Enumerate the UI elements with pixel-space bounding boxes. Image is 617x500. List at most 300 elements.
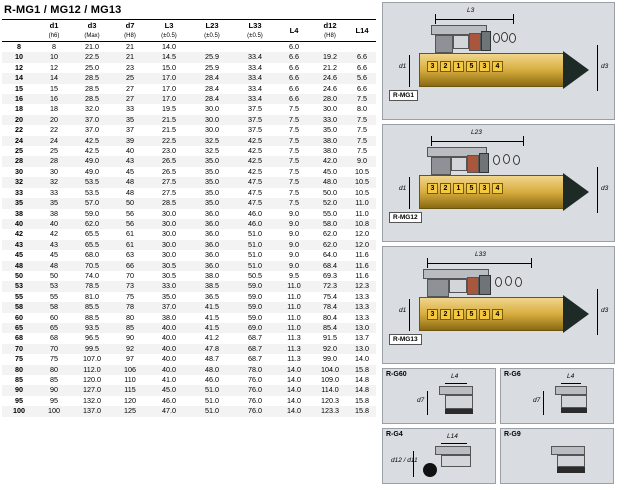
table-cell: 51.0 bbox=[205, 385, 219, 395]
table-cell: 38 bbox=[15, 208, 23, 218]
table-row bbox=[2, 94, 376, 104]
table-cell: 24 bbox=[50, 135, 58, 145]
table-cell: 62.0 bbox=[323, 229, 337, 239]
table-cell: 9.0 bbox=[289, 208, 299, 218]
table-cell: 78.5 bbox=[85, 281, 99, 291]
table-cell: 7.5 bbox=[289, 177, 299, 187]
column-header-size bbox=[2, 20, 36, 42]
table-cell: 9.0 bbox=[289, 239, 299, 249]
seal-ring-carbon bbox=[469, 33, 481, 51]
dimension-tick-right bbox=[523, 136, 524, 146]
table-row bbox=[2, 261, 376, 271]
dimension-label-L33: L33 bbox=[475, 251, 486, 258]
table-cell: 112.0 bbox=[83, 364, 101, 374]
table-cell: 37.0 bbox=[85, 114, 99, 124]
table-cell: 20 bbox=[50, 114, 58, 124]
table-row bbox=[2, 292, 376, 302]
table-cell: 41.2 bbox=[205, 333, 219, 343]
table-cell: 41.5 bbox=[205, 322, 219, 332]
diagram-panel-mg1 bbox=[382, 2, 615, 120]
table-cell: 13.0 bbox=[355, 343, 369, 353]
table-cell: 21.5 bbox=[162, 114, 176, 124]
table-cell: 58.0 bbox=[323, 218, 337, 228]
table-cell: 61 bbox=[126, 239, 134, 249]
dimension-line-right bbox=[597, 289, 598, 335]
table-cell: 14 bbox=[15, 73, 23, 83]
table-cell: 12.0 bbox=[355, 239, 369, 249]
table-cell: 42.5 bbox=[248, 146, 262, 156]
table-cell: 42 bbox=[15, 229, 23, 239]
table-cell: 33.0 bbox=[162, 281, 176, 291]
seat-panel-g9 bbox=[500, 428, 614, 484]
table-cell: 14.0 bbox=[287, 385, 301, 395]
table-cell: 37 bbox=[126, 125, 134, 135]
table-cell: 12.0 bbox=[355, 229, 369, 239]
spring-coil bbox=[501, 32, 508, 42]
table-cell: 33.4 bbox=[248, 73, 262, 83]
table-row bbox=[2, 313, 376, 323]
column-header-d1: d1 (h6) bbox=[36, 20, 72, 42]
table-row bbox=[2, 229, 376, 239]
table-cell: 137.0 bbox=[83, 406, 101, 416]
part-number-marker: 3 bbox=[479, 61, 490, 72]
part-number-marker: 3 bbox=[479, 183, 490, 194]
table-cell: 45.0 bbox=[323, 166, 337, 176]
parts-callout-strip bbox=[427, 61, 503, 72]
table-cell: 15 bbox=[50, 83, 58, 93]
table-cell: 53 bbox=[15, 281, 23, 291]
diagram-code-mg12: R-MG12 bbox=[389, 212, 422, 223]
table-cell: 47.5 bbox=[248, 187, 262, 197]
part-number-marker: 4 bbox=[492, 309, 503, 320]
table-cell: 37.5 bbox=[248, 114, 262, 124]
table-cell: 21.0 bbox=[85, 42, 99, 51]
table-cell: 57.0 bbox=[85, 198, 99, 208]
table-cell: 25 bbox=[15, 146, 23, 156]
table-cell: 53.5 bbox=[85, 177, 99, 187]
table-cell: 85.4 bbox=[323, 322, 337, 332]
table-row bbox=[2, 271, 376, 281]
dimension-label-d3: d3 bbox=[601, 185, 609, 192]
dimension-label-L3: L3 bbox=[467, 7, 475, 14]
table-cell: 23.0 bbox=[162, 146, 176, 156]
seat-code-g9: R-G9 bbox=[504, 431, 521, 438]
table-cell: 92.0 bbox=[323, 343, 337, 353]
seat-code-g6: R-G6 bbox=[504, 371, 521, 378]
dimension-line-left bbox=[543, 391, 544, 415]
table-cell: 43 bbox=[50, 239, 58, 249]
table-cell: 30.0 bbox=[162, 250, 176, 260]
table-cell: 55 bbox=[15, 291, 23, 301]
dimension-tick-right bbox=[531, 258, 532, 268]
table-cell: 40.0 bbox=[162, 364, 176, 374]
dimension-line-left bbox=[427, 391, 428, 415]
table-cell: 11.6 bbox=[355, 250, 369, 260]
table-cell: 12 bbox=[15, 62, 23, 72]
table-cell: 100 bbox=[48, 406, 60, 416]
table-cell: 14.5 bbox=[162, 52, 176, 62]
table-cell: 50 bbox=[50, 270, 58, 280]
table-cell: 123.3 bbox=[321, 406, 339, 416]
table-row bbox=[2, 209, 376, 219]
table-cell: 49.0 bbox=[85, 156, 99, 166]
table-cell: 6.6 bbox=[357, 52, 367, 62]
table-cell: 22.5 bbox=[162, 135, 176, 145]
table-row bbox=[2, 323, 376, 333]
table-cell: 76.0 bbox=[248, 406, 262, 416]
table-cell bbox=[348, 42, 376, 53]
table-cell: 6.6 bbox=[289, 62, 299, 72]
table-cell bbox=[190, 42, 234, 53]
part-number-marker: 3 bbox=[427, 183, 438, 194]
table-cell: 27 bbox=[126, 94, 134, 104]
table-row bbox=[2, 136, 376, 146]
table-cell: 48 bbox=[126, 177, 134, 187]
dimension-tick-left bbox=[435, 14, 436, 24]
table-cell: 64.0 bbox=[323, 250, 337, 260]
dimension-line-top bbox=[435, 19, 513, 20]
table-cell: 46.0 bbox=[248, 208, 262, 218]
table-row bbox=[2, 344, 376, 354]
part-number-marker: 1 bbox=[453, 309, 464, 320]
table-row bbox=[2, 73, 376, 83]
table-cell: 40 bbox=[15, 218, 23, 228]
table-cell: 10.5 bbox=[355, 166, 369, 176]
table-cell: 48.0 bbox=[205, 364, 219, 374]
table-cell: 22 bbox=[50, 125, 58, 135]
table-row bbox=[2, 333, 376, 343]
table-cell: 59.0 bbox=[248, 302, 262, 312]
table-cell: 51.0 bbox=[205, 395, 219, 405]
table-cell: 36.0 bbox=[205, 208, 219, 218]
table-cell: 25.0 bbox=[85, 62, 99, 72]
table-cell: 30.5 bbox=[162, 270, 176, 280]
seat-flange bbox=[551, 446, 585, 455]
table-cell: 36.0 bbox=[205, 218, 219, 228]
table-cell: 15.8 bbox=[355, 406, 369, 416]
table-cell: 76.0 bbox=[248, 375, 262, 384]
table-cell: 30.0 bbox=[162, 218, 176, 228]
table-cell: 76.0 bbox=[248, 385, 262, 395]
table-cell: 28.5 bbox=[85, 94, 99, 104]
table-cell: 42.5 bbox=[248, 156, 262, 166]
table-cell: 120.3 bbox=[321, 395, 339, 405]
dimension-tick-left bbox=[427, 258, 428, 268]
table-cell: 104.0 bbox=[321, 364, 339, 374]
table-row bbox=[2, 375, 376, 385]
table-cell: 72.3 bbox=[323, 281, 337, 291]
table-cell: 85 bbox=[15, 375, 23, 384]
table-cell: 40.0 bbox=[162, 333, 176, 343]
seat-body bbox=[557, 455, 585, 467]
table-cell: 32.5 bbox=[205, 146, 219, 156]
table-cell: 9.0 bbox=[289, 250, 299, 260]
table-cell: 32.5 bbox=[205, 135, 219, 145]
table-cell: 10.8 bbox=[355, 218, 369, 228]
table-cell: 48.7 bbox=[205, 354, 219, 364]
table-cell: 11.3 bbox=[287, 343, 301, 353]
table-cell: 10 bbox=[50, 52, 58, 62]
table-cell: 7.5 bbox=[289, 198, 299, 208]
table-cell: 7.5 bbox=[357, 114, 367, 124]
table-cell: 48 bbox=[126, 187, 134, 197]
table-cell: 30.0 bbox=[162, 229, 176, 239]
table-cell: 27.5 bbox=[162, 187, 176, 197]
seat-oring bbox=[557, 467, 585, 473]
table-cell bbox=[312, 42, 348, 53]
table-cell: 18 bbox=[50, 104, 58, 114]
table-row bbox=[2, 198, 376, 208]
table-cell: 38.0 bbox=[162, 312, 176, 322]
table-cell: 7.5 bbox=[289, 166, 299, 176]
table-cell: 37.5 bbox=[248, 125, 262, 135]
table-cell: 110 bbox=[124, 375, 136, 384]
table-cell: 12 bbox=[50, 62, 58, 72]
table-cell: 14.0 bbox=[162, 42, 176, 51]
table-cell: 26.5 bbox=[162, 156, 176, 166]
table-cell: 30.0 bbox=[162, 239, 176, 249]
table-header bbox=[2, 20, 376, 42]
column-header-L33: L33 (±0.5) bbox=[234, 20, 276, 42]
table-cell: 90 bbox=[15, 385, 23, 395]
table-cell: 35.0 bbox=[205, 187, 219, 197]
table-cell: 42.0 bbox=[323, 156, 337, 166]
table-cell: 25.9 bbox=[205, 52, 219, 62]
dimension-line-right bbox=[597, 167, 598, 213]
table-cell: 17.0 bbox=[162, 73, 176, 83]
table-cell: 14.0 bbox=[287, 406, 301, 416]
part-number-marker: 5 bbox=[466, 61, 477, 72]
column-header-d7: d7 (H8) bbox=[112, 20, 148, 42]
table-cell: 28.5 bbox=[162, 198, 176, 208]
table-cell: 40 bbox=[126, 146, 134, 156]
table-cell: 8 bbox=[17, 42, 21, 51]
table-row bbox=[2, 84, 376, 94]
table-cell: 6.6 bbox=[357, 83, 367, 93]
table-cell: 127.0 bbox=[83, 385, 101, 395]
table-cell: 96.5 bbox=[85, 333, 99, 343]
shaft-cone bbox=[563, 51, 589, 89]
table-cell: 25 bbox=[50, 146, 58, 156]
table-cell: 68.4 bbox=[323, 260, 337, 270]
spring-coil bbox=[513, 155, 520, 165]
table-cell: 32.0 bbox=[85, 104, 99, 114]
seal-ring-carbon bbox=[467, 155, 479, 173]
table-cell: 68.7 bbox=[248, 333, 262, 343]
table-cell: 7.5 bbox=[357, 125, 367, 135]
column-header-d12: d12 (H8) bbox=[312, 20, 348, 42]
table-cell: 35.0 bbox=[323, 125, 337, 135]
table-cell: 11.6 bbox=[355, 270, 369, 280]
table-cell: 11.0 bbox=[287, 302, 301, 312]
table-cell: 70 bbox=[50, 343, 58, 353]
part-number-marker: 1 bbox=[453, 183, 464, 194]
spring-coil bbox=[509, 33, 516, 43]
table-cell: 40.0 bbox=[162, 354, 176, 364]
diagram-panel-mg12 bbox=[382, 124, 615, 242]
table-cell: 35 bbox=[50, 198, 58, 208]
table-cell: 36.0 bbox=[205, 229, 219, 239]
table-cell: 75 bbox=[15, 354, 23, 364]
column-header-d3: d3 (Max) bbox=[72, 20, 112, 42]
seat-code-g60: R-G60 bbox=[386, 371, 407, 378]
table-cell: 7.5 bbox=[357, 94, 367, 104]
shaft-cone bbox=[563, 295, 589, 333]
table-cell: 95 bbox=[50, 395, 58, 405]
table-cell: 28.4 bbox=[205, 83, 219, 93]
table-cell: 90 bbox=[126, 333, 134, 343]
table-cell: 24.6 bbox=[323, 73, 337, 83]
table-cell: 65.5 bbox=[85, 229, 99, 239]
dimension-label-L23: L23 bbox=[471, 129, 482, 136]
table-cell: 35 bbox=[15, 198, 23, 208]
table-cell: 14.0 bbox=[287, 375, 301, 384]
table-cell: 65 bbox=[50, 322, 58, 332]
table-cell: 36.0 bbox=[205, 250, 219, 260]
table-cell: 33.4 bbox=[248, 52, 262, 62]
table-cell: 47.8 bbox=[205, 343, 219, 353]
table-cell: 70.5 bbox=[85, 260, 99, 270]
column-header-L4: L4 bbox=[276, 20, 312, 42]
table-cell: 45.0 bbox=[162, 385, 176, 395]
table-cell: 78.4 bbox=[323, 302, 337, 312]
table-cell: 46.0 bbox=[248, 218, 262, 228]
table-cell: 30.0 bbox=[162, 208, 176, 218]
table-cell: 28.0 bbox=[323, 94, 337, 104]
seal-face bbox=[481, 31, 491, 51]
seat-oring bbox=[445, 409, 473, 414]
table-cell: 107.0 bbox=[83, 354, 101, 364]
table-cell: 11.0 bbox=[355, 208, 369, 218]
page-title: R-MG1 / MG12 / MG13 bbox=[4, 4, 122, 16]
seat-panel-g4 bbox=[382, 428, 496, 484]
seat-flange bbox=[439, 386, 473, 395]
dimension-label-d1: d1 bbox=[399, 307, 407, 314]
table-cell: 50 bbox=[126, 198, 134, 208]
table-cell: 8 bbox=[52, 42, 56, 51]
table-row bbox=[2, 125, 376, 135]
table-cell: 53 bbox=[50, 281, 58, 291]
table-cell: 11.0 bbox=[287, 281, 301, 291]
table-cell: 97 bbox=[126, 354, 134, 364]
table-cell: 9.5 bbox=[289, 270, 299, 280]
table-cell: 68 bbox=[15, 333, 23, 343]
table-cell: 50 bbox=[15, 270, 23, 280]
table-cell: 32 bbox=[50, 177, 58, 187]
table-cell: 14.8 bbox=[355, 375, 369, 384]
table-cell: 23 bbox=[126, 62, 134, 72]
table-cell: 47.5 bbox=[248, 177, 262, 187]
table-cell: 28 bbox=[50, 156, 58, 166]
table-cell: 80.4 bbox=[323, 312, 337, 322]
table-cell: 42.5 bbox=[85, 146, 99, 156]
table-cell: 68 bbox=[50, 333, 58, 343]
column-header-L14: L14 bbox=[348, 20, 376, 42]
table-cell: 11.3 bbox=[287, 354, 301, 364]
table-cell: 25.9 bbox=[205, 62, 219, 72]
table-cell: 30 bbox=[50, 166, 58, 176]
table-cell: 11.0 bbox=[287, 291, 301, 301]
part-number-marker: 2 bbox=[440, 183, 451, 194]
table-cell: 17.0 bbox=[162, 94, 176, 104]
table-cell: 7.5 bbox=[357, 135, 367, 145]
dimension-label-L14: L14 bbox=[447, 433, 458, 440]
table-cell: 48 bbox=[50, 260, 58, 270]
table-row bbox=[2, 406, 376, 416]
shaft-cone bbox=[563, 173, 589, 211]
table-cell: 66 bbox=[126, 260, 134, 270]
table-cell bbox=[234, 42, 276, 53]
table-cell: 6.6 bbox=[289, 52, 299, 62]
table-cell: 21 bbox=[126, 42, 134, 51]
table-row bbox=[2, 281, 376, 291]
table-cell: 33 bbox=[50, 187, 58, 197]
part-number-marker: 5 bbox=[466, 183, 477, 194]
table-cell: 6.6 bbox=[289, 73, 299, 83]
table-cell: 109.0 bbox=[321, 375, 339, 384]
table-cell: 24 bbox=[15, 135, 23, 145]
table-cell: 47.0 bbox=[162, 406, 176, 416]
table-cell: 36.0 bbox=[205, 260, 219, 270]
table-cell: 35.0 bbox=[205, 156, 219, 166]
table-cell: 10.5 bbox=[355, 177, 369, 187]
table-cell: 9.0 bbox=[357, 156, 367, 166]
table-cell: 125 bbox=[124, 406, 136, 416]
table-cell: 78.0 bbox=[248, 364, 262, 374]
dimension-label-L4: L4 bbox=[451, 373, 459, 380]
table-cell: 80 bbox=[15, 364, 23, 374]
table-cell: 55 bbox=[50, 291, 58, 301]
table-cell: 45 bbox=[126, 166, 134, 176]
table-cell: 74.0 bbox=[85, 270, 99, 280]
dimension-tick-left bbox=[431, 136, 432, 146]
table-cell: 16 bbox=[15, 94, 23, 104]
table-cell: 5.6 bbox=[357, 73, 367, 83]
table-cell: 37.0 bbox=[162, 302, 176, 312]
table-cell: 36.0 bbox=[205, 239, 219, 249]
table-cell: 19.2 bbox=[323, 52, 337, 62]
table-cell: 76.0 bbox=[248, 395, 262, 405]
table-cell: 62.0 bbox=[323, 239, 337, 249]
table-cell: 42.5 bbox=[85, 135, 99, 145]
housing-block-a bbox=[427, 279, 449, 297]
table-cell: 28.4 bbox=[205, 73, 219, 83]
parts-callout-strip bbox=[427, 183, 503, 194]
table-cell: 11.3 bbox=[287, 333, 301, 343]
table-cell: 7.5 bbox=[289, 114, 299, 124]
table-cell: 120 bbox=[124, 395, 136, 405]
table-cell: 99.0 bbox=[323, 354, 337, 364]
table-cell: 28.5 bbox=[85, 73, 99, 83]
dimension-line-top bbox=[427, 263, 531, 264]
table-cell: 51.0 bbox=[205, 406, 219, 416]
table-cell: 59.0 bbox=[248, 281, 262, 291]
dimension-label-d1: d1 bbox=[399, 63, 407, 70]
table-cell: 68.7 bbox=[248, 343, 262, 353]
table-cell: 91.5 bbox=[323, 333, 337, 343]
housing-block-b bbox=[451, 157, 467, 171]
table-cell: 65 bbox=[15, 322, 23, 332]
part-number-marker: 4 bbox=[492, 61, 503, 72]
table-cell: 63 bbox=[126, 250, 134, 260]
table-cell: 51.0 bbox=[248, 239, 262, 249]
table-cell: 14.8 bbox=[355, 385, 369, 395]
table-cell: 132.0 bbox=[83, 395, 101, 405]
dimension-label-L4: L4 bbox=[567, 373, 575, 380]
table-cell: 33.4 bbox=[248, 62, 262, 72]
table-cell: 62.0 bbox=[85, 218, 99, 228]
table-row bbox=[2, 177, 376, 187]
